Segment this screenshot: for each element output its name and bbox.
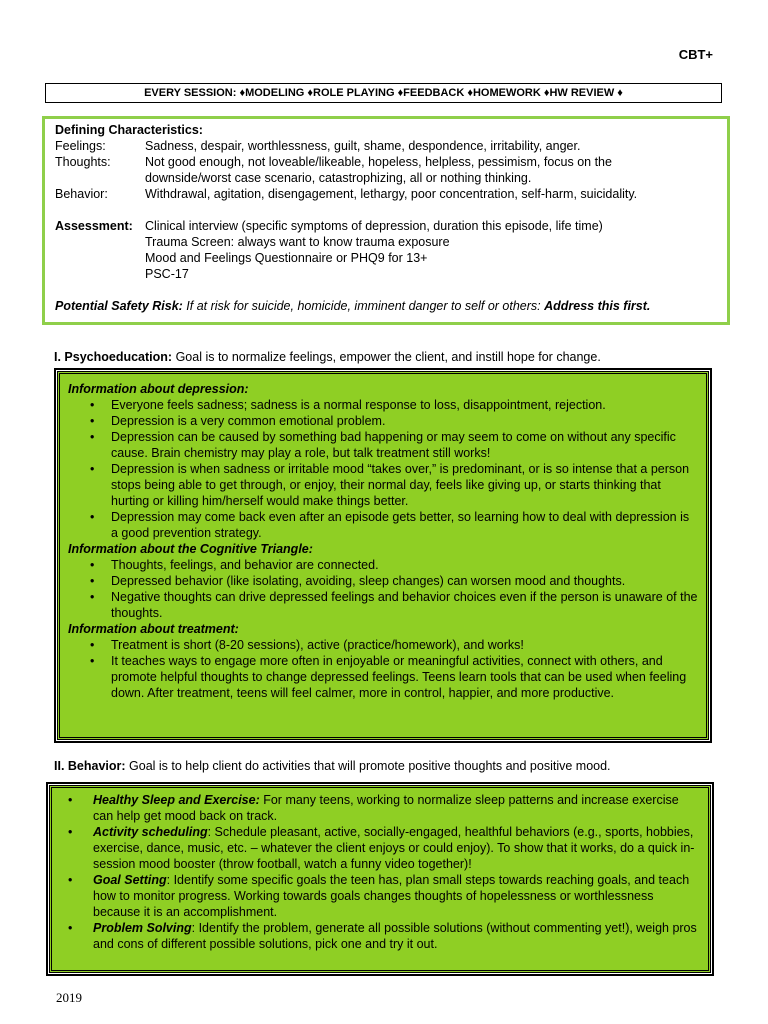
safety-risk-label: Potential Safety Risk: — [55, 299, 183, 313]
behavior-goal: Goal is to help client do activities that will promote positive thoughts and positive mood. — [125, 759, 611, 773]
footer-year: 2019 — [56, 990, 82, 1005]
header-tag: CBT+ — [678, 47, 713, 62]
list-item: • Healthy Sleep and Exercise: For many teens, working to normalize sleep patterns and increase exercise can help get mood back on track. — [68, 793, 679, 823]
defining-characteristics-box — [42, 116, 730, 325]
behavior-term: Goal Setting — [93, 873, 167, 887]
cognitive-triangle-list — [68, 557, 698, 621]
behavior-row — [55, 186, 719, 202]
list-item: • Everyone feels sadness; sadness is a normal response to loss, disappointment, rejection. — [90, 398, 606, 412]
section-title-treatment: Information about treatment: — [68, 622, 239, 636]
bullet-icon: • — [90, 558, 95, 572]
feelings-text: Sadness, despair, worthlessness, guilt, shame, despondence, irritability, anger. — [145, 139, 581, 153]
assessment-line: Clinical interview (specific symptoms of depression, duration this episode, life time) — [145, 219, 603, 233]
list-item: • Goal Setting: Identify some specific goals the teen has, plan small steps towards reaching goals, and teach how to monitor progress. Working towards goals changes thoughts of hopelessness or worthlessness because it is an accomplishment. — [68, 873, 690, 919]
list-item: • It teaches ways to engage more often in enjoyable or meaningful activities, connect with others, and promote helpful thoughts to change depressed feelings. Teens learn tools that can be used when feeling down. After treatment, teens will feel calmer, more in control, happier, and more productive. — [90, 654, 687, 700]
bullet-icon: • — [90, 590, 95, 604]
safety-risk-action: Address this first. — [544, 299, 651, 313]
list-item: • Activity scheduling: Schedule pleasant, active, socially-engaged, healthful behaviors (e.g., sports, hobbies, exercise, dance, music, etc. – whatever the client enjoys or could enjoy). To show that it works, do a quick in-session mood booster (throw football, watch a funny video together)! — [68, 825, 695, 871]
thoughts-text-1: Not good enough, not loveable/likeable, hopeless, helpless, pessimism, focus on the — [145, 155, 612, 169]
bullet-icon: • — [90, 430, 95, 444]
list-item: • Treatment is short (8-20 sessions), active (practice/homework), and works! — [90, 638, 524, 652]
behavior-term: Problem Solving — [93, 921, 192, 935]
bullet-icon: • — [90, 462, 95, 476]
list-item: • Depression may come back even after an episode gets better, so learning how to deal with depression is a good prevention strategy. — [90, 510, 690, 540]
psychoeducation-goal: Goal is to normalize feelings, empower the client, and instill hope for change. — [172, 350, 601, 364]
assessment-line: Mood and Feelings Questionnaire or PHQ9 for 13+ — [145, 251, 428, 265]
behavior-box — [49, 785, 711, 973]
thoughts-row — [55, 154, 719, 186]
bullet-icon: • — [90, 414, 95, 428]
section-title-cognitive-triangle: Information about the Cognitive Triangle: — [68, 542, 313, 556]
safety-risk-text: If at risk for suicide, homicide, imminent danger to self or others: — [182, 299, 545, 313]
feelings-label: Feelings: — [55, 139, 106, 153]
assessment-row — [55, 218, 719, 282]
assessment-line: Trauma Screen: always want to know trauma exposure — [145, 235, 450, 249]
bullet-icon: • — [90, 574, 95, 588]
behavior-term: Healthy Sleep and Exercise: — [93, 793, 260, 807]
list-item: • Thoughts, feelings, and behavior are connected. — [90, 558, 379, 572]
bullet-icon: • — [68, 873, 73, 887]
bullet-icon: • — [68, 793, 73, 807]
safety-risk-line — [55, 298, 719, 314]
bullet-icon: • — [90, 654, 95, 668]
treatment-list — [68, 637, 698, 701]
assessment-line: PSC-17 — [145, 267, 189, 281]
bullet-icon: • — [68, 921, 73, 935]
bullet-icon: • — [90, 398, 95, 412]
bullet-icon: • — [90, 510, 95, 524]
list-item: • Problem Solving: Identify the problem, generate all possible solutions (without commenting yet!), weigh pros and cons of different possible solutions, pick one and try it out. — [68, 921, 697, 951]
depression-list — [68, 397, 698, 541]
behavior-term: Activity scheduling — [93, 825, 208, 839]
list-item: • Depression is a very common emotional problem. — [90, 414, 386, 428]
psychoeducation-heading: I. Psychoeducation: — [54, 350, 173, 364]
every-session-bar: EVERY SESSION: ♦MODELING ♦ROLE PLAYING ♦FEEDBACK ♦HOMEWORK ♦HW REVIEW ♦ — [45, 83, 722, 103]
psychoeducation-heading-line — [54, 349, 601, 365]
list-item: • Depression is when sadness or irritable mood “takes over,” is predominant, or is so intense that a person stops being able to get through, or enjoy, their normal day, feels like giving up, or starts thinking that hurting or killing him/herself would make things better. — [90, 462, 690, 508]
thoughts-text-2: downside/worst case scenario, catastrophizing, all or nothing thinking. — [145, 171, 532, 185]
behavior-text: Withdrawal, agitation, disengagement, lethargy, poor concentration, self-harm, suicidality. — [145, 187, 638, 201]
assessment-label: Assessment: — [55, 219, 133, 233]
behavior-heading-line — [54, 758, 611, 774]
bullet-icon: • — [68, 825, 73, 839]
behavior-label: Behavior: — [55, 187, 108, 201]
section-title-depression: Information about depression: — [68, 382, 249, 396]
list-item: • Depression can be caused by something bad happening or may seem to come on without any specific cause. Brain chemistry may play a role, but talk treatment still works! — [90, 430, 676, 460]
behavior-list — [66, 792, 698, 952]
list-item: • Depressed behavior (like isolating, avoiding, sleep changes) can worsen mood and thoughts. — [90, 574, 626, 588]
psychoeducation-box — [57, 371, 709, 740]
list-item: • Negative thoughts can drive depressed feelings and behavior choices even if the person is unaware of the thoughts. — [90, 590, 698, 620]
feelings-row — [55, 138, 719, 154]
thoughts-label: Thoughts: — [55, 155, 111, 169]
defining-title: Defining Characteristics: — [55, 123, 203, 137]
bullet-icon: • — [90, 638, 95, 652]
behavior-heading: II. Behavior: — [54, 759, 126, 773]
